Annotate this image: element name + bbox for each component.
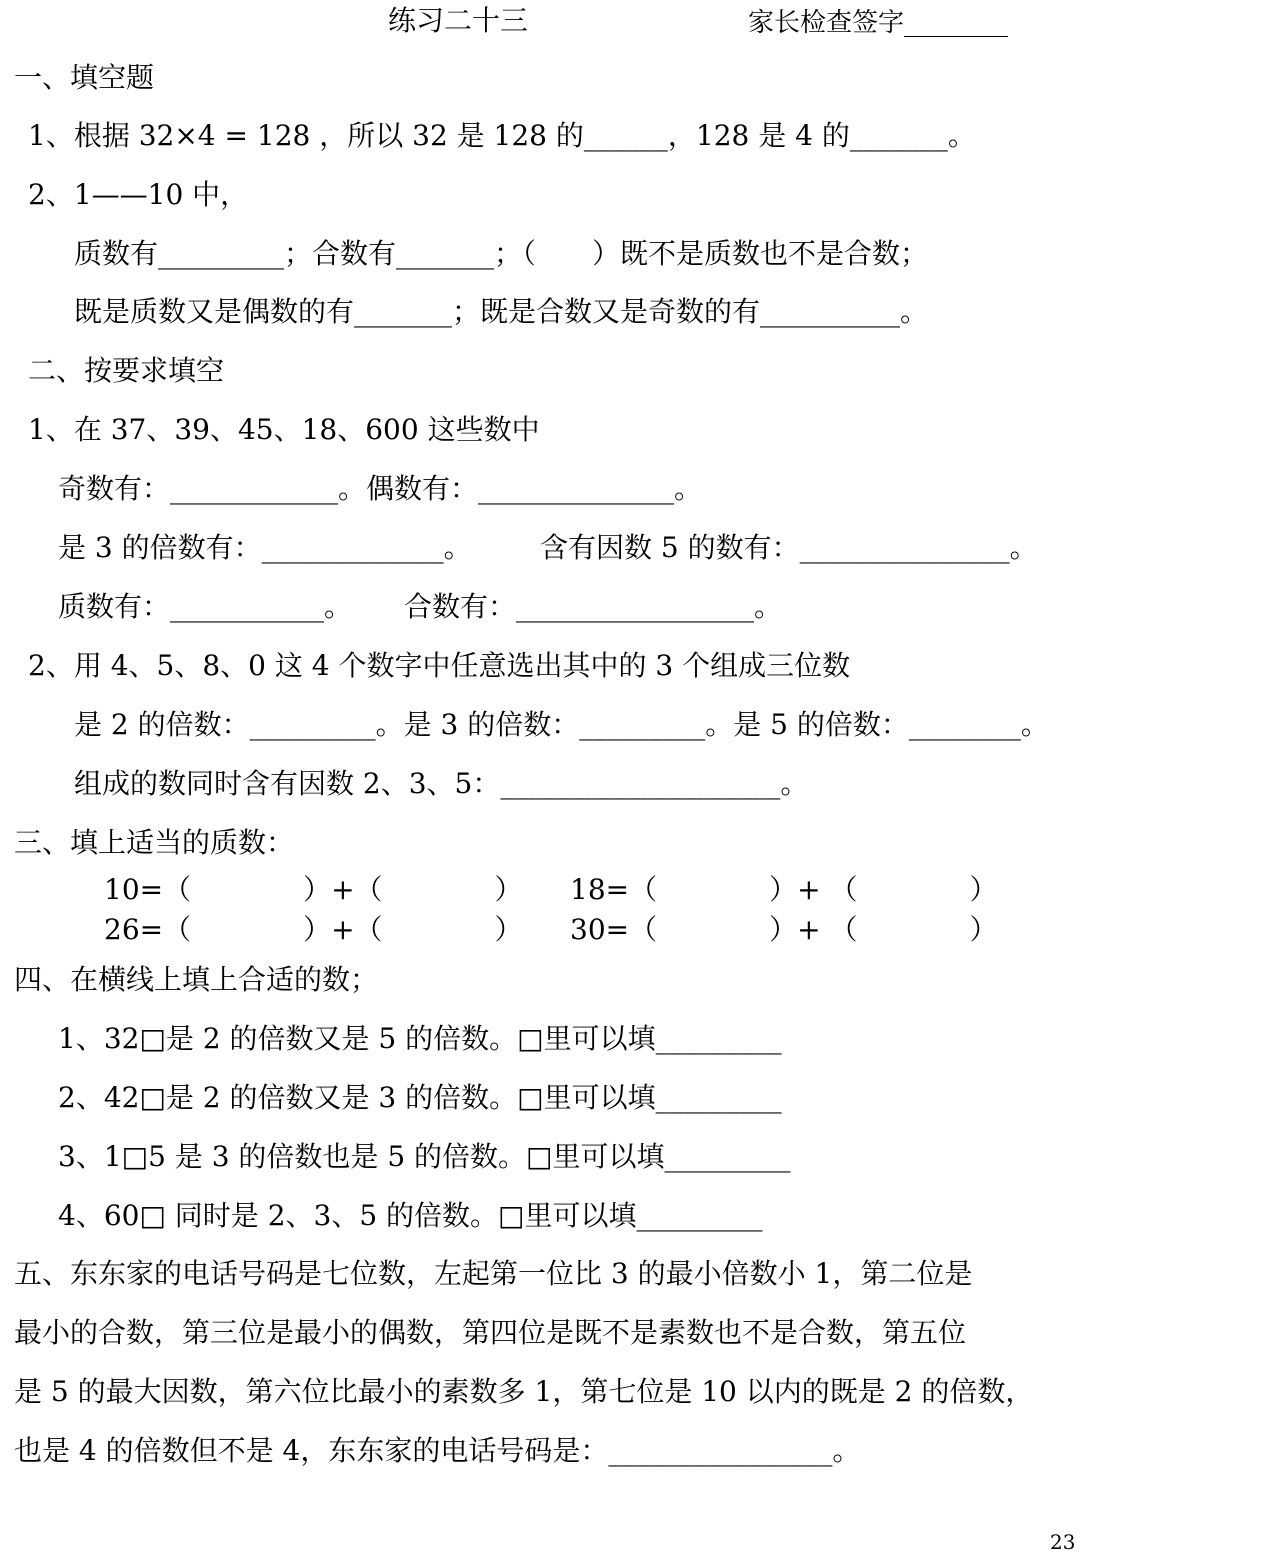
section-3-heading: 三、填上适当的质数：	[14, 826, 295, 859]
q1-1: 1、根据 32×4 = 128 ，所以 32 是 128 的______，128 是 4 的_______。	[28, 119, 976, 152]
q1-2-even-prime: 既是质数又是偶数的有_______；既是合数又是奇数的有__________。	[74, 295, 929, 328]
q2-1-mult-3: 是 3 的倍数有：_____________。	[58, 531, 472, 564]
q2-2: 2、用 4、5、8、0 这 4 个数字中任意选出其中的 3 个组成三位数	[28, 649, 851, 682]
page-number: 23	[1050, 1530, 1076, 1554]
q2-1-composites: 合数有：_________________。	[404, 590, 783, 623]
section-5-line-1: 五、东东家的电话号码是七位数，左起第一位比 3 的最小倍数小 1，第二位是	[14, 1257, 973, 1290]
q2-1-primes: 质数有：___________。	[58, 590, 353, 623]
q4-1: 1、32□是 2 的倍数又是 5 的倍数。□里可以填_________	[58, 1022, 782, 1055]
q4-2: 2、42□是 2 的倍数又是 3 的倍数。□里可以填_________	[58, 1081, 782, 1114]
q3-10: 10=（ ）+（ ）	[104, 873, 523, 906]
section-5-line-3: 是 5 的最大因数，第六位比最小的素数多 1，第七位是 10 以内的既是 2 的倍数，	[14, 1375, 1034, 1408]
parent-signature: 家长检查签字________	[748, 8, 1009, 38]
section-5-line-2: 最小的合数，第三位是最小的偶数，第四位是既不是素数也不是合数，第五位	[14, 1316, 967, 1349]
q2-1-factor-5: 含有因数 5 的数有：_______________。	[540, 531, 1038, 564]
q1-2: 2、1——10 中，	[28, 178, 249, 211]
q2-1-odd-even: 奇数有：____________。偶数有：______________。	[58, 472, 703, 505]
q3-30: 30=（ ）+ （ ）	[570, 913, 998, 946]
q3-26: 26=（ ）+（ ）	[104, 913, 523, 946]
q2-2-factors: 组成的数同时含有因数 2、3、5：____________________。	[74, 767, 809, 800]
section-4-heading: 四、在横线上填上合适的数；	[14, 963, 379, 996]
q1-2-primes: 质数有_________；合数有_______；（ ）既不是质数也不是合数；	[74, 237, 929, 270]
section-1-heading: 一、填空题	[14, 61, 155, 94]
section-5-line-4: 也是 4 的倍数但不是 4，东东家的电话号码是：________________。	[14, 1434, 861, 1467]
q2-2-multiples: 是 2 的倍数：_________。是 3 的倍数：_________。是 5 的倍数：________。	[74, 708, 1049, 741]
q4-4: 4、60□ 同时是 2、3、5 的倍数。□里可以填_________	[58, 1199, 763, 1232]
q3-18: 18=（ ）+ （ ）	[570, 873, 998, 906]
worksheet-title: 练习二十三	[388, 4, 529, 37]
q4-3: 3、1□5 是 3 的倍数也是 5 的倍数。□里可以填_________	[58, 1140, 791, 1173]
q2-1: 1、在 37、39、45、18、600 这些数中	[28, 413, 540, 446]
section-2-heading: 二、按要求填空	[28, 354, 225, 387]
